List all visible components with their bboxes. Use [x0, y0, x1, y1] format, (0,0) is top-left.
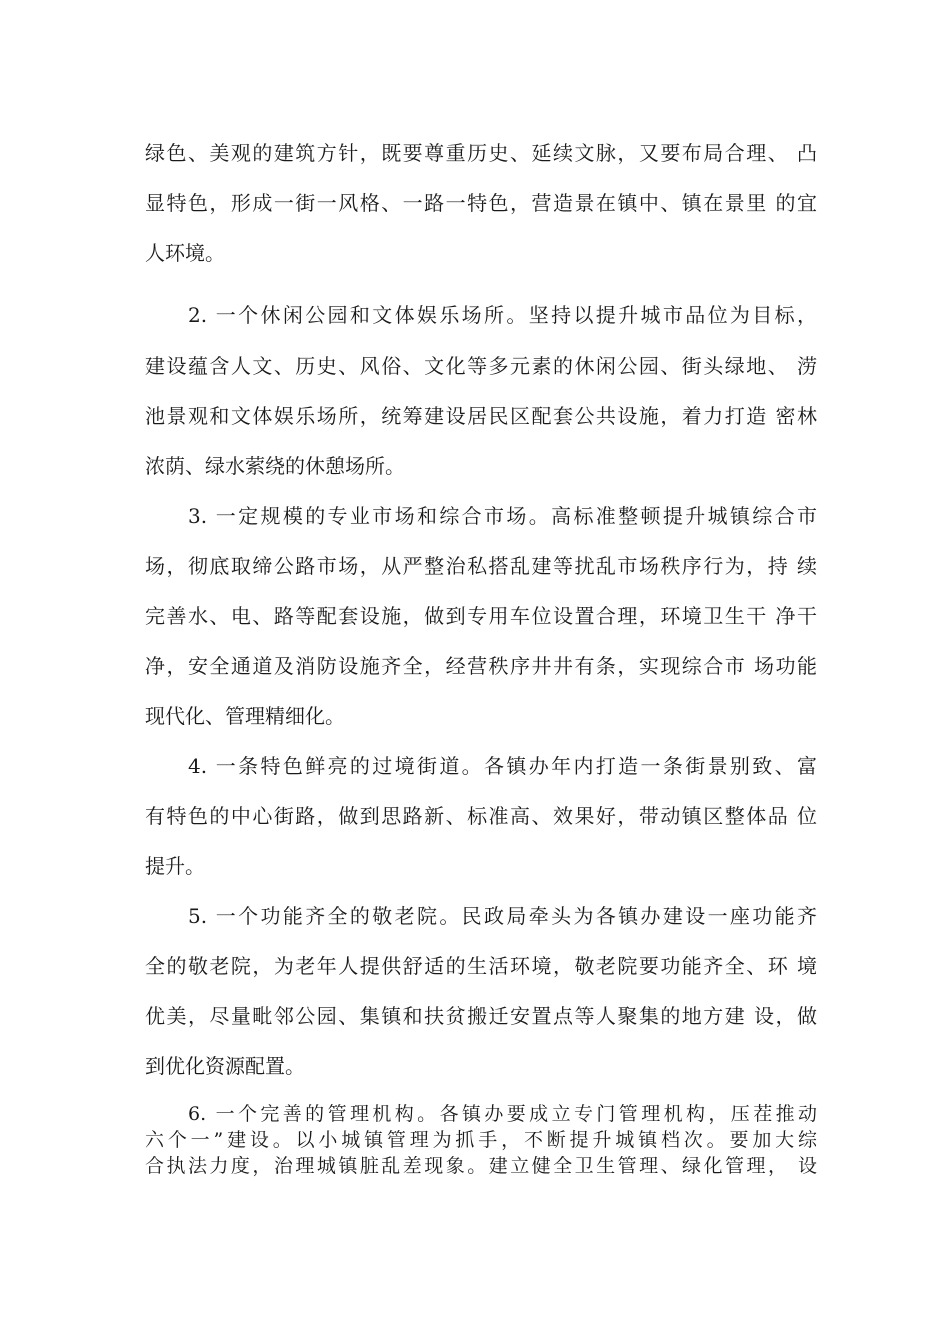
- text-line: 4. 一条特色鲜亮的过境街道。各镇办年内打造一条街景别致、富: [188, 754, 817, 778]
- text-line: 现代化、管理精细化。: [145, 704, 345, 728]
- text-line: 提升。: [145, 854, 205, 878]
- text-line: 完善水、电、路等配套设施，做到专用车位设置合理，环境卫生干 净干: [145, 604, 817, 628]
- text-line: 显特色，形成一街一风格、一路一特色，营造景在镇中、镇在景里 的宜: [145, 191, 817, 215]
- text-line: 优美，尽量毗邻公园、集镇和扶贫搬迁安置点等人聚集的地方建 设，做: [145, 1004, 817, 1028]
- text-line: 5. 一个功能齐全的敬老院。民政局牵头为各镇办建设一座功能齐: [188, 904, 817, 928]
- text-line: 建设蕴含人文、历史、风俗、文化等多元素的休闲公园、街头绿地、 涝: [145, 354, 817, 378]
- text-line: 有特色的中心街路，做到思路新、标准高、效果好，带动镇区整体品 位: [145, 804, 817, 828]
- text-line: 六个一”建设。以小城镇管理为抓手，不断提升城镇档次。要加大综: [145, 1129, 817, 1151]
- text-line: 全的敬老院，为老年人提供舒适的生活环境，敬老院要功能齐全、环 境: [145, 954, 817, 978]
- text-line: 2. 一个休闲公园和文体娱乐场所。坚持以提升城市品位为目标，: [188, 303, 817, 327]
- text-line: 绿色、美观的建筑方针，既要尊重历史、延续文脉，又要布局合理、 凸: [145, 141, 817, 165]
- text-line: 池景观和文体娱乐场所，统筹建设居民区配套公共设施，着力打造 密林: [145, 404, 817, 428]
- text-line: 3. 一定规模的专业市场和综合市场。高标准整顿提升城镇综合市: [188, 504, 817, 528]
- text-line: 合执法力度，治理城镇脏乱差现象。建立健全卫生管理、绿化管理， 设: [145, 1155, 817, 1177]
- text-line: 到优化资源配置。: [145, 1054, 305, 1078]
- text-line: 6. 一个完善的管理机构。各镇办要成立专门管理机构，压茬推动: [188, 1103, 817, 1125]
- text-line: 净，安全通道及消防设施齐全，经营秩序井井有条，实现综合市 场功能: [145, 654, 817, 678]
- text-line: 场，彻底取缔公路市场，从严整治私搭乱建等扰乱市场秩序行为，持 续: [145, 554, 817, 578]
- text-line: 浓荫、绿水萦绕的休憩场所。: [145, 454, 405, 478]
- text-line: 人环境。: [145, 241, 225, 265]
